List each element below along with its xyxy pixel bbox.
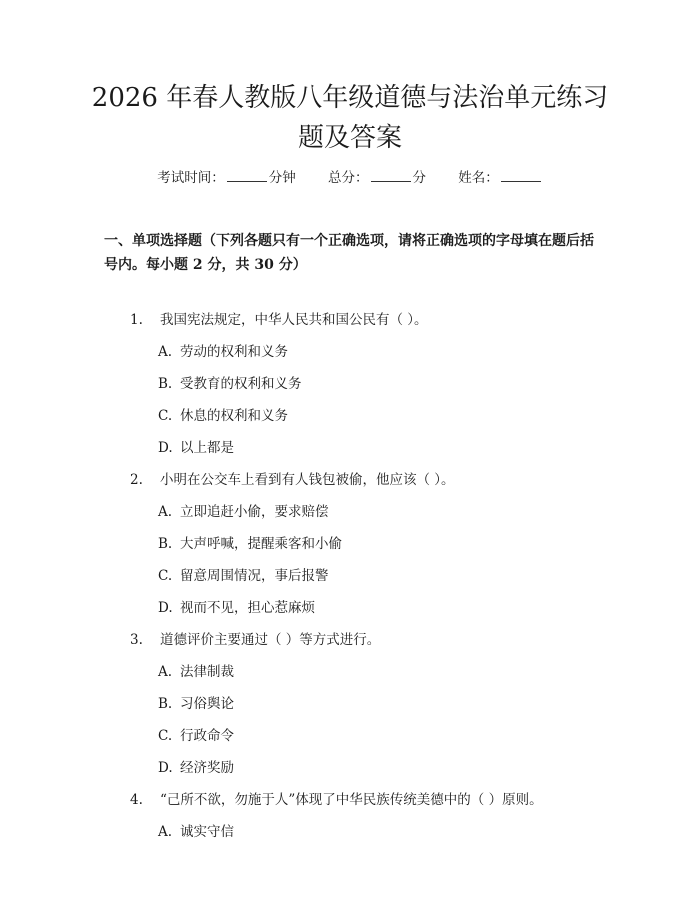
student-name-blank xyxy=(501,168,541,182)
option-letter: B. xyxy=(158,696,173,712)
question-stem: 道德评价主要通过（ ）等方式进行。 xyxy=(160,632,381,648)
option-letter: B. xyxy=(158,536,173,552)
option-letter: D. xyxy=(158,760,173,776)
question-number: 3. xyxy=(130,632,143,648)
title-line-2: 题及答案 xyxy=(297,123,402,153)
option-letter: B. xyxy=(158,376,173,392)
exam-time-label: 考试时间： xyxy=(157,170,225,186)
total-score-field xyxy=(328,168,426,188)
option-text: 法律制裁 xyxy=(180,664,234,680)
option-letter: D. xyxy=(158,600,173,616)
option-text: 以上都是 xyxy=(180,440,234,456)
student-name-field xyxy=(458,168,543,188)
option-letter: C. xyxy=(158,408,173,424)
option-text: 经济奖励 xyxy=(180,760,234,776)
total-score-label: 总分： xyxy=(328,170,369,186)
exam-time-field xyxy=(157,168,296,188)
option-text: 留意周围情况，事后报警 xyxy=(180,568,329,584)
option-letter: D. xyxy=(158,440,173,456)
option-letter: A. xyxy=(158,344,173,360)
option-letter: C. xyxy=(158,568,173,584)
exam-info-line xyxy=(0,168,700,188)
option-letter: A. xyxy=(158,504,173,520)
section-heading: 一、单项选择题（下列各题只有一个正确选项，请将正确选项的字母填在题后括号内。每小题 2 分，共 30 分） xyxy=(104,233,594,273)
student-name-label: 姓名： xyxy=(458,170,499,186)
option-text: 受教育的权利和义务 xyxy=(180,376,302,392)
question-number: 1. xyxy=(130,312,143,328)
exam-time-blank xyxy=(227,168,267,182)
question-stem: 小明在公交车上看到有人钱包被偷，他应该（ ）。 xyxy=(160,472,455,488)
option-text: 诚实守信 xyxy=(180,824,234,840)
question-stem: “己所不欲，勿施于人”体现了中华民族传统美德中的（ ）原则。 xyxy=(160,792,543,808)
option-text: 劳动的权利和义务 xyxy=(180,344,288,360)
option-text: 视而不见，担心惹麻烦 xyxy=(180,600,315,616)
option-text: 休息的权利和义务 xyxy=(180,408,288,424)
option-text: 立即追赶小偷，要求赔偿 xyxy=(180,504,329,520)
option-text: 习俗舆论 xyxy=(180,696,234,712)
title-line-1: 2026 年春人教版八年级道德与法治单元练习 xyxy=(91,83,609,113)
question-number: 4. xyxy=(130,792,143,808)
total-score-blank xyxy=(371,168,411,182)
total-score-unit: 分 xyxy=(412,170,426,186)
page-title xyxy=(60,78,640,158)
option-letter: C. xyxy=(158,728,173,744)
option-text: 行政命令 xyxy=(180,728,234,744)
option-letter: A. xyxy=(158,664,173,680)
option-letter: A. xyxy=(158,824,173,840)
question-stem: 我国宪法规定，中华人民共和国公民有（ ）。 xyxy=(160,312,428,328)
question-number: 2. xyxy=(130,472,143,488)
exam-time-unit: 分钟 xyxy=(268,170,296,186)
option-text: 大声呼喊，提醒乘客和小偷 xyxy=(180,536,342,552)
